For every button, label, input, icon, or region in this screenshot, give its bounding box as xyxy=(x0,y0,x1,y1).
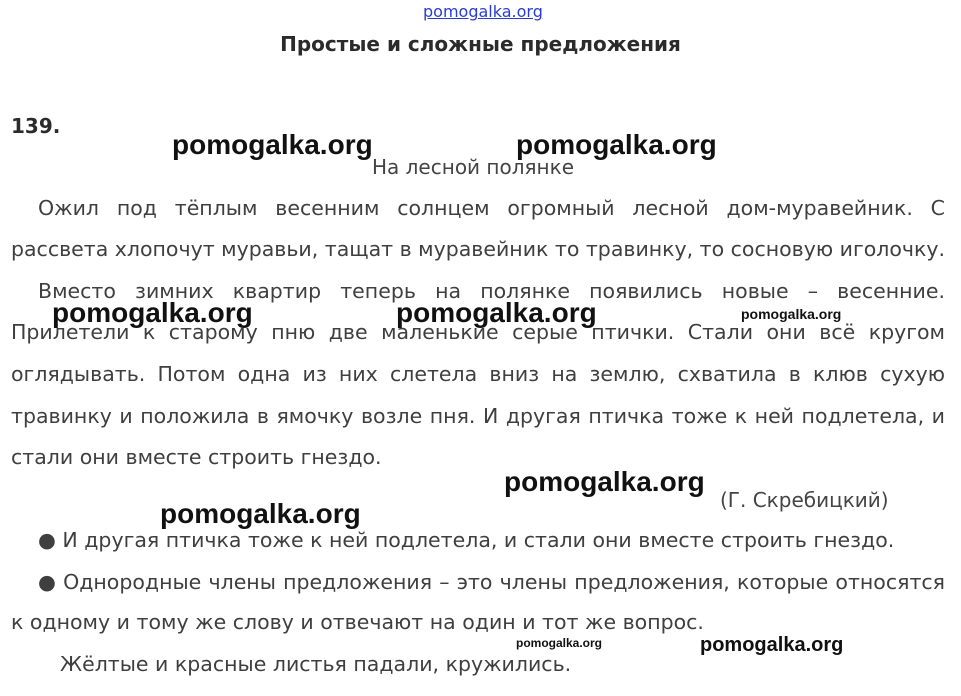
text-line-5: оглядывать. Потом одна из них слетела вниз на землю, схватила в клюв сухую xyxy=(11,362,945,386)
page-title: Простые и сложные предложения xyxy=(280,32,681,56)
exercise-number: 139. xyxy=(11,114,61,138)
site-link[interactable]: pomogalka.org xyxy=(423,2,543,21)
author-attribution: (Г. Скребицкий) xyxy=(720,488,889,512)
watermark: pomogalka.org xyxy=(504,466,705,497)
text-line-3: Вместо зимних квартир теперь на полянке появились новые – весенние. xyxy=(38,279,945,303)
note-bullet-1: ● И другая птичка тоже к ней подлетела, и стали они вместе строить гнездо. xyxy=(38,528,895,552)
text-line-7: стали они вместе строить гнездо. xyxy=(11,445,382,469)
note-bullet-2: ● Однородные члены предложения – это члены предложения, которые относятся xyxy=(38,570,945,594)
text-line-4: Прилетели к старому пню две маленькие серые птички. Стали они всё кругом xyxy=(11,320,945,344)
watermark: pomogalka.org xyxy=(516,129,717,160)
text-line-6: травинку и положила в ямочку возле пня. И другая птичка тоже к ней подлетела, и xyxy=(11,404,945,428)
watermark-small: pomogalka.org xyxy=(516,636,603,650)
example-sentence: Жёлтые и красные листья падали, кружились. xyxy=(60,652,572,676)
watermark: pomogalka.org xyxy=(700,634,844,656)
text-title: На лесной полянке xyxy=(372,155,574,179)
note-bullet-2-cont: к одному и тому же слову и отвечают на один и тот же вопрос. xyxy=(11,610,704,634)
text-line-1: Ожил под тёплым весенним солнцем огромный лесной дом-муравейник. С xyxy=(38,196,945,220)
watermark: pomogalka.org xyxy=(160,498,361,529)
watermark: pomogalka.org xyxy=(396,297,597,328)
watermark: pomogalka.org xyxy=(172,129,373,160)
watermark-small: pomogalka.org xyxy=(741,306,842,322)
text-line-2: рассвета хлопочут муравьи, тащат в муравейник то травинку, то сосновую иголочку. xyxy=(11,237,945,261)
watermark: pomogalka.org xyxy=(52,297,253,328)
